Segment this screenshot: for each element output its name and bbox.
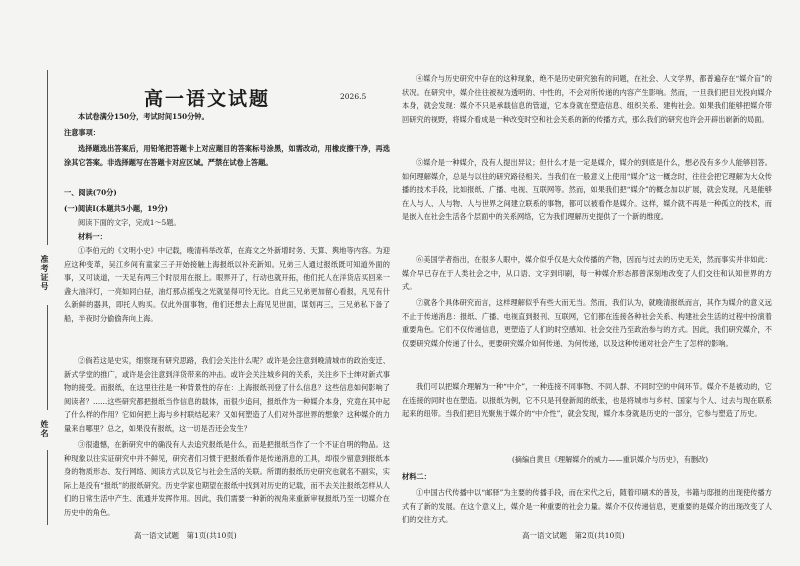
- margin-rule-bottom: [47, 450, 48, 525]
- binding-margin: [0, 0, 64, 566]
- section-heading: 一、阅读(70分): [64, 188, 117, 197]
- paragraph-6: ⑥美国学者指出，在很多人眼中，媒介似乎仅是大众传播的产物，因而与过去的历史无关，然而事实并非如此：媒介早已存在于人类社会之中，从口语、文字到印刷，每一种媒介形态都曾深刻地改变了人们交往和认知世界的方式。: [402, 255, 772, 292]
- paragraph-1: ①李伯元的《文明小史》中记载，晚清科举改革，在海文之外新增时务、天算、舆地等内容。为迎应这种变革，吴江乡间有童家三子开始接触上海报纸以补充新知。兄弟三人通过报纸既可知道外面的事，又可谈道，一天足有两三个时辰用在报上。眼界开了，行动也就开拓，他们托人在洋货店买回来一盏大油洋灯，一亮如同白昼，油灯那点摇曳之光就显得可怜无比。自此三兄弟更加留心看报，凡见有什么新鲜的器具，即托人购买。仅此外面事物，他们还想去上海见见世面，谋划再三，三兄弟私下备了船，半夜时分偷偷奔向上海。: [64, 246, 390, 323]
- exam-info: 本试卷满分150分，考试时间150分钟。: [78, 112, 209, 121]
- notice-heading: 注意事项：: [64, 128, 100, 137]
- subsection-heading: (一)阅读Ⅰ(本题共5小题，19分): [64, 204, 168, 213]
- exam-title: 高一语文试题: [144, 88, 271, 110]
- margin-rule-middle: [47, 305, 48, 410]
- exam-number-label: 准考证号: [40, 255, 50, 291]
- right-page-footer: 高一语文试题 第2页(共10页): [522, 531, 625, 540]
- notice-body: 选择题选出答案后，用铅笔把答题卡上对应题目的答案标号涂黑，如需改动，用橡皮擦干净，再选涂其它答案。非选择题写在答题卡对应区域。严禁在试卷上答题。: [64, 144, 390, 167]
- instruction-text: 阅读下面的文字，完成1～5题。: [78, 218, 181, 227]
- exam-date: 2026.5: [340, 92, 367, 101]
- paragraph-3: ③很遗憾，在新研究中的确没有人去追究报纸是什么，而是把报纸当作了一个不证自明的物品。这种现象以往实证研究中并不鲜见，研究者们习惯于把报纸看作是传递消息的工具，却很少留意到报纸本身的物质形态、发行网络、阅读方式以及它与社会生活的关联。所谓的报纸历史研究也就名不副实，实际上是没有“报纸”的报纸研究。历史学家也期望在报纸中找到对历史的记载，而不去关注报纸怎样从人们的日常生活中产生、流通并发挥作用。因此，我们需要一种新的视角来重新审视报纸乃至一切媒介在历史中的角色。: [64, 440, 390, 517]
- paragraph-5: ⑤媒介是一种媒介，没有人提出异议；但什么才是一定是媒介，媒介的到底是什么，想必没有多少人能够回答。如何理解媒介，总是与以往的研究路径相关。当我们在一般意义上使用“媒介”这一概念时，往往会把它理解为大众传播的技术手段，比如报纸、广播、电视、互联网等。然而，如果我们把“媒介”的概念加以扩展，就会发现，凡是能够在人与人、人与物、人与世界之间建立联系的事物，都可以被看作是媒介。这样，媒介就不再是一种孤立的技术，而是嵌入在社会生活各个层面中的关系网络，它为我们理解历史提供了一个新的维度。: [402, 158, 772, 222]
- left-page-footer: 高一语文试题 第1页(共10页): [134, 531, 237, 540]
- material-label: 材料一：: [78, 232, 107, 241]
- name-label: 姓名: [40, 420, 50, 438]
- paragraph-8: 我们可以把媒介理解为一种“中介”，一种连接不同事物、不同人群、不同时空的中间环节。媒介不是被动的，它在连接的同时也在塑造。以报纸为例，它不只是刊登新闻的纸张，也是将城市与乡村、国家与个人、过去与现在联系起来的纽带。当我们把目光聚焦于媒介的“中介性”，就会发现，媒介本身就是历史的一部分，它参与塑造了历史。: [402, 382, 772, 419]
- material2-text: ①中国古代传播中以“邮驿”为主要的传播手段，而在宋代之后，随着印刷术的普及，书籍与邸报的出现使传播方式有了新的发展。在这个意义上，媒介是一种重要的社会力量。媒介不仅传递信息，更重要的是媒介的出现改变了人们的交往方式。: [402, 488, 772, 525]
- paragraph-4: ④媒介与历史研究中存在的这种现象，绝不是历史研究独有的问题，在社会、人文学界，都普遍存在“媒介盲”的状况。在研究中，媒介往往被视为透明的、中性的，不会对所传递的内容产生影响。然而，一旦我们把目光投向媒介本身，就会发现：媒介不只是承载信息的管道，它本身就在塑造信息、组织关系、建构社会。如果我们能够把媒介带回研究的视野，将媒介看成是一种改变时空和社会关系的新的传播方式，那么我们的研究也许会开辟出崭新的局面。: [402, 74, 772, 124]
- left-page: [64, 0, 390, 566]
- source-citation: (摘编自黄旦《理解媒介的威力——重识媒介与历史》，有删改): [512, 455, 709, 464]
- margin-rule-top: [47, 70, 48, 245]
- paragraph-7: ⑦就各个具体研究而言，这样理解似乎有些大而无当。然而，我们认为，就晚清报纸而言，其作为媒介的意义远不止于传递消息：报纸、广播、电视直到报刊、互联网，它们都在连接各种社会关系、构建社会生活的过程中扮演着重要角色。它们不仅传递信息，更塑造了人们的时空感知、社会交往乃至政治参与的方式。因此，我们研究媒介，不仅要研究媒介传递了什么，更要研究媒介如何传递、为何传递，以及这种传递对社会产生了怎样的影响。: [402, 298, 772, 348]
- paragraph-2: ②倘若这是史实，细察现有研究思路，我们会关注什么呢？或许是会注意到晚清城市的政治变迁、新式学堂的推广，或许是会注意到洋货带来的冲击。或许会关注城乡间的关系，关注乡下士绅对新式事物的接受。而报纸，在这里往往是一种背景性的存在：上海报纸刊登了什么信息？这些信息如何影响了阅读者？……这些研究都把报纸当作信息的载体，而很少追问，报纸作为一种媒介本身，究竟在其中起了什么样的作用？它如何把上海与乡村联结起来？又如何塑造了人们对外部世界的想象？这种媒介的力量来自哪里？总之，如果没有报纸，这一切是否还会发生？: [64, 356, 390, 433]
- material2-label: 材料二：: [402, 472, 431, 481]
- right-page: [402, 0, 772, 566]
